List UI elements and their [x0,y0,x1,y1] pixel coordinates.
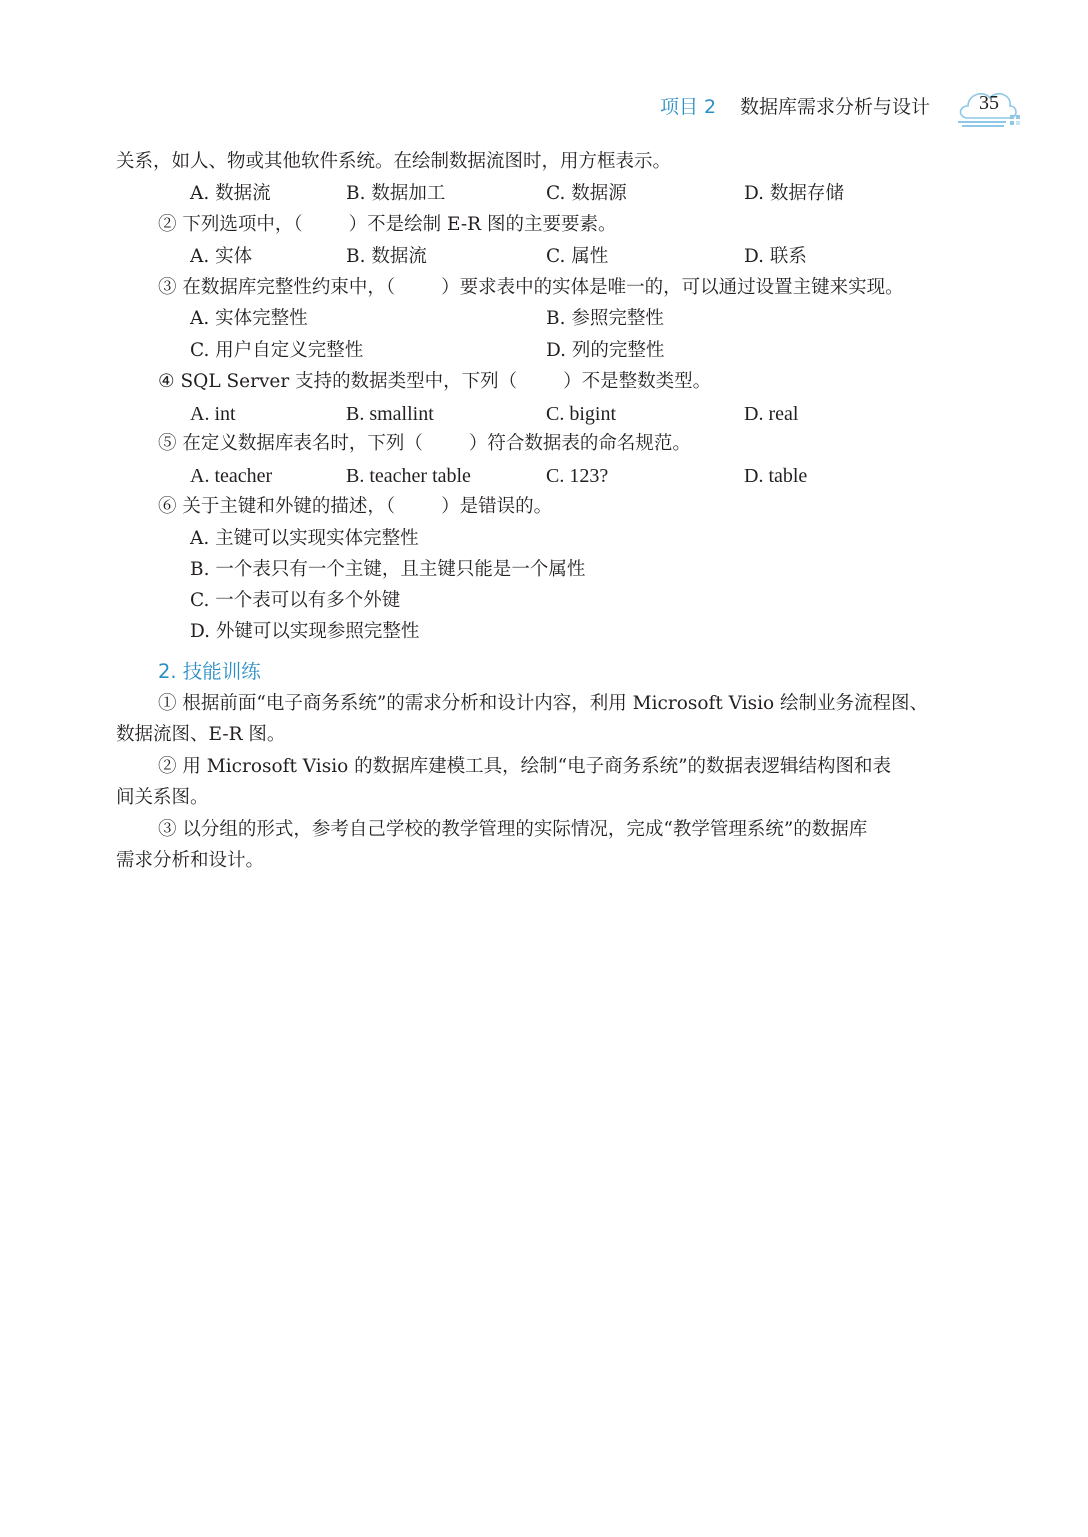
q2-option-d: D. 联系 [744,246,807,267]
q5-option-d: D. table [744,465,808,487]
q3-pre: 在数据库完整性约束中，（ [182,277,396,298]
q5-option-b: B. teacher table [346,465,471,487]
q4-option-d: D. real [744,403,799,425]
q1-tail: 关系，如人、物或其他软件系统。在绘制数据流图时，用方框表示。 [116,151,672,172]
q1-option-b: B. 数据加工 [346,183,446,204]
q3-option-a: A. 实体完整性 [190,308,308,329]
q1-option-a: A. 数据流 [190,183,271,204]
q5-text [158,432,691,456]
q6-number: ⑥ [158,496,177,517]
q2-option-b: B. 数据流 [346,246,427,267]
skill-2-line-2: 间关系图。 [116,787,209,808]
header-project: 项目 2 [660,96,717,118]
q4-option-a: A. int [190,403,236,425]
q3-option-c: C. 用户自定义完整性 [190,340,364,361]
q5-number: ⑤ [158,433,177,454]
q2-option-a: A. 实体 [190,246,253,267]
q6-option-b: B. 一个表只有一个主键，且主键只能是一个属性 [190,559,586,580]
q5-post: ）符合数据表的命名规范。 [468,433,691,454]
q2-post: ）不是绘制 E-R 图的主要要素。 [348,214,617,235]
q4-post: ）不是整数类型。 [563,371,712,392]
skill-1-line-1: ① 根据前面“电子商务系统”的需求分析和设计内容，利用 Microsoft Visio 绘制业务流程图、 [158,693,929,714]
q2-pre: 下列选项中，（ [182,214,303,235]
q3-number: ③ [158,277,177,298]
q6-post: ）是错误的。 [441,496,553,517]
q3-post: ）要求表中的实体是唯一的，可以通过设置主键来实现。 [441,277,904,298]
q6-pre: 关于主键和外键的描述，（ [182,496,396,517]
q1-option-c: C. 数据源 [546,183,627,204]
page-number: 35 [979,92,999,114]
skill-2-line-1: ② 用 Microsoft Visio 的数据库建模工具，绘制“电子商务系统”的数据表逻辑结构图和表 [158,756,892,777]
q4-number: ④ [158,371,175,392]
q5-pre: 在定义数据库表名时，下列（ [182,433,423,454]
q6-option-c: C. 一个表可以有多个外键 [190,590,401,611]
q5-option-a: A. teacher [190,465,273,487]
q3-text [158,276,904,300]
q6-option-a: A. 主键可以实现实体完整性 [190,528,419,549]
q3-option-b: B. 参照完整性 [546,308,664,329]
header-title: 数据库需求分析与设计 [740,96,931,118]
skill-1-line-2: 数据流图、E-R 图。 [116,724,286,745]
q6-text [158,495,552,519]
section-title: 2. 技能训练 [158,660,261,683]
q5-option-c: C. 123? [546,465,609,487]
q2-text [158,213,616,237]
skill-3-line-2: 需求分析和设计。 [116,850,265,871]
q4-option-b: B. smallint [346,403,434,425]
q2-number: ② [158,214,177,235]
q4-text [158,370,711,394]
q4-option-c: C. bigint [546,403,617,425]
q6-option-d: D. 外键可以实现参照完整性 [190,621,420,642]
skill-3-line-1: ③ 以分组的形式，参考自己学校的教学管理的实际情况，完成“教学管理系统”的数据库 [158,819,868,840]
page-header [660,88,1030,132]
q4-pre: SQL Server 支持的数据类型中，下列（ [180,371,518,392]
q1-option-d: D. 数据存储 [744,183,844,204]
q2-option-c: C. 属性 [546,246,609,267]
q3-option-d: D. 列的完整性 [546,340,665,361]
